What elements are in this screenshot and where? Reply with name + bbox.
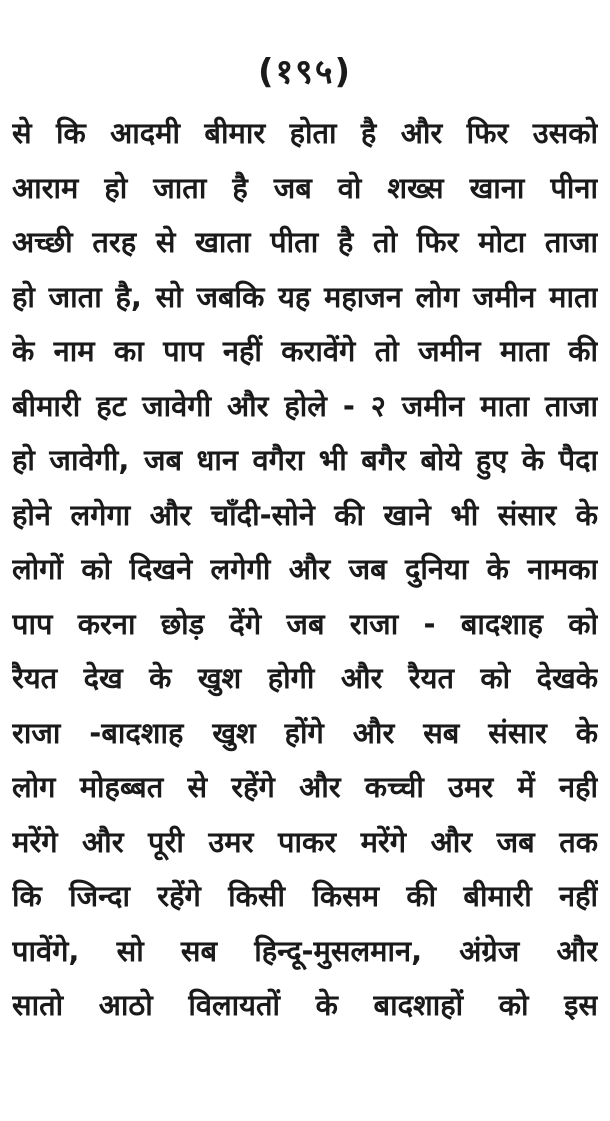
text-line: लोग मोहब्बत से रहेंगे और कच्ची उमर में नही bbox=[12, 770, 598, 804]
text-line: अच्छी तरह से खाता पीता है तो फिर मोटा ताजा bbox=[12, 225, 598, 259]
text-line: पावेंगे, सो सब हिन्दू-मुसलमान, अंग्रेज और bbox=[12, 933, 598, 968]
text-line: हो जाता है, सो जबकि यह महाजन लोग जमीन माता bbox=[12, 279, 598, 314]
text-line: लोगों को दिखने लगेगी और जब दुनिया के नामका bbox=[12, 552, 598, 586]
text-line: राजा -बादशाह खुश होंगे और सब संसार के bbox=[12, 715, 598, 750]
text-line: से कि आदमी बीमार होता है और फिर उसको bbox=[12, 116, 598, 150]
text-line: हो जावेगी, जब धान वगैरा भी बगैर बोये हुए के पैदा bbox=[12, 443, 598, 477]
text-line: कि जिन्दा रहेंगे किसी किसम की बीमारी नहीं bbox=[12, 879, 598, 913]
text-line: बीमारी हट जावेगी और होले - २ जमीन माता ताजा bbox=[12, 388, 598, 423]
text-line: पाप करना छोड़ देंगे जब राजा - बादशाह को bbox=[12, 606, 598, 641]
body-text bbox=[12, 106, 598, 1033]
text-line: सातो आठो विलायतों के बादशाहों को इस bbox=[12, 988, 598, 1022]
text-line: होने लगेगा और चाँदी-सोने की खाने भी संसार के bbox=[12, 497, 598, 532]
text-line: आराम हो जाता है जब वो शख्स खाना पीना bbox=[12, 170, 598, 205]
text-line: मरेंगे और पूरी उमर पाकर मरेंगे और जब तक bbox=[12, 824, 598, 859]
text-line: के नाम का पाप नहीं करावेंगे तो जमीन माता की bbox=[12, 334, 598, 368]
page-number: (१९५) bbox=[257, 52, 353, 92]
text-line: रैयत देख के खुश होगी और रैयत को देखके bbox=[12, 661, 598, 695]
